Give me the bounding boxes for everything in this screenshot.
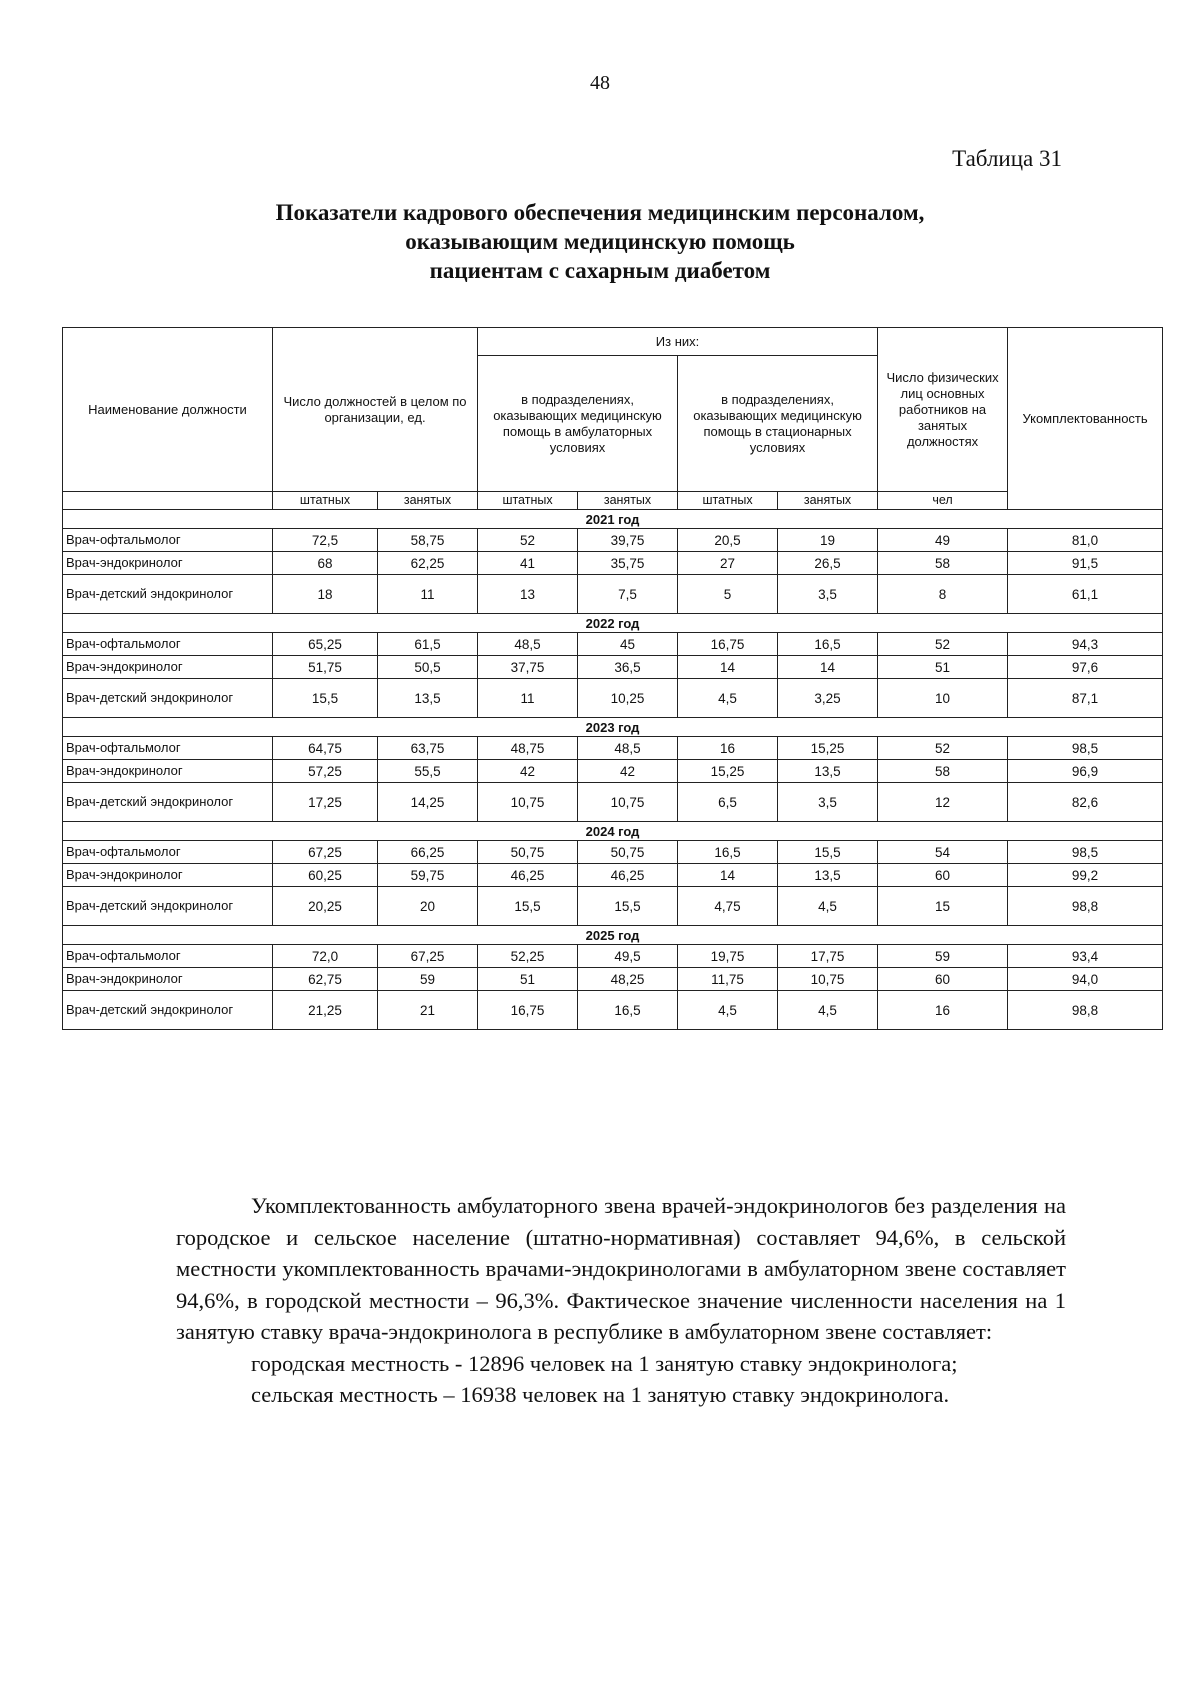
table-cell: 4,5 [778,991,878,1030]
table-cell: 6,5 [678,783,778,822]
table-cell: 50,5 [378,656,478,679]
table-cell: 27 [678,552,778,575]
table-row [63,783,1163,822]
table-cell: 13,5 [778,760,878,783]
table-row [63,552,1163,575]
table-cell: 58 [878,552,1008,575]
table-cell: 19,75 [678,945,778,968]
table-cell: 3,25 [778,679,878,718]
table-cell: 87,1 [1008,679,1163,718]
table-cell: 42 [578,760,678,783]
table-cell: 17,25 [273,783,378,822]
table-row [63,633,1163,656]
table-cell: 10 [878,679,1008,718]
page-number: 48 [590,72,610,94]
position-name: Врач-эндокринолог [63,864,273,887]
year-header: 2022 год [63,614,1163,633]
table-cell: 17,75 [778,945,878,968]
table-cell: 72,0 [273,945,378,968]
table-cell: 15,5 [578,887,678,926]
table-cell: 4,5 [778,887,878,926]
table-cell: 52,25 [478,945,578,968]
staffing-table [62,327,1163,1030]
table-cell: 98,8 [1008,887,1163,926]
table-cell: 45 [578,633,678,656]
header-inpatient: в подразделениях, оказывающих медицинскую помощь в стационарных условиях [678,356,878,492]
paragraph-urban: городская местность - 12896 человек на 1 занятую ставку эндокринолога; [251,1350,958,1376]
table-cell: 36,5 [578,656,678,679]
table-cell: 46,25 [478,864,578,887]
table-cell: 3,5 [778,575,878,614]
title-line-1: Показатели кадрового обеспечения медицинским персоналом, [275,200,925,225]
header-physical-persons: Число физических лиц основных работников на занятых должностях [878,328,1008,492]
table-cell: 59 [378,968,478,991]
table-cell: 15,5 [273,679,378,718]
table-cell: 21,25 [273,991,378,1030]
table-cell: 52 [878,633,1008,656]
table-cell: 49 [878,529,1008,552]
table-cell: 37,75 [478,656,578,679]
table-cell: 48,75 [478,737,578,760]
table-row [63,760,1163,783]
table-cell: 96,9 [1008,760,1163,783]
table-cell: 16,75 [678,633,778,656]
table-cell: 49,5 [578,945,678,968]
header-staffing: Укомплектованность [1008,328,1163,510]
position-name: Врач-эндокринолог [63,968,273,991]
table-cell: 59,75 [378,864,478,887]
table-cell: 15,25 [778,737,878,760]
header-staffed-total: штатных [273,492,378,510]
table-cell: 20,5 [678,529,778,552]
table-cell: 5 [678,575,778,614]
table-body [63,510,1163,1030]
table-cell: 3,5 [778,783,878,822]
table-cell: 58 [878,760,1008,783]
table-cell: 62,75 [273,968,378,991]
table-cell: 51 [878,656,1008,679]
table-cell: 82,6 [1008,783,1163,822]
table-cell: 51 [478,968,578,991]
document-title [0,198,1200,285]
table-cell: 12 [878,783,1008,822]
table-cell: 16 [678,737,778,760]
table-row [63,575,1163,614]
table-cell: 10,75 [578,783,678,822]
position-name: Врач-детский эндокринолог [63,783,273,822]
header-outpatient: в подразделениях, оказывающих медицинскую помощь в амбулаторных условиях [478,356,678,492]
position-name: Врач-эндокринолог [63,760,273,783]
header-staffed-inpatient: штатных [678,492,778,510]
table-cell: 20 [378,887,478,926]
table-cell: 13,5 [378,679,478,718]
table-row [63,864,1163,887]
table-cell: 10,25 [578,679,678,718]
header-position: Наименование должности [63,328,273,492]
table-cell: 42 [478,760,578,783]
table-cell: 98,5 [1008,737,1163,760]
table-label: Таблица 31 [952,146,1062,171]
header-staffed-outpatient: штатных [478,492,578,510]
table-cell: 10,75 [478,783,578,822]
table-cell: 94,3 [1008,633,1163,656]
table-cell: 57,25 [273,760,378,783]
header-total-positions: Число должностей в целом по организации, ед. [273,328,478,492]
table-cell: 15,5 [778,841,878,864]
position-name: Врач-детский эндокринолог [63,991,273,1030]
table-row [63,991,1163,1030]
table-cell: 60 [878,968,1008,991]
paragraph-staffing-summary: Укомплектованность амбулаторного звена врачей-эндокринологов без разделения на городское и сельское население (штатно-нормативная) составляет 94,6%, в сельской местности укомплектованность врачами-эндокринологами в амбулаторном звене составляет 94,6%, в городской местности – 96,3%. Фактическое значение численности населения на 1 занятую ставку врача-эндокринолога в республике в амбулаторном звене составляет: [176,1193,1066,1344]
table-cell: 48,5 [478,633,578,656]
table-cell: 11 [378,575,478,614]
table-cell: 15 [878,887,1008,926]
table-cell: 4,5 [678,991,778,1030]
table-cell: 16,5 [778,633,878,656]
position-name: Врач-офтальмолог [63,737,273,760]
table-cell: 10,75 [778,968,878,991]
table-cell: 66,25 [378,841,478,864]
table-row [63,656,1163,679]
header-occupied-outpatient: занятых [578,492,678,510]
table-cell: 8 [878,575,1008,614]
table-cell: 99,2 [1008,864,1163,887]
header-occupied-total: занятых [378,492,478,510]
table-cell: 20,25 [273,887,378,926]
position-name: Врач-офтальмолог [63,945,273,968]
title-line-2: оказывающим медицинскую помощь [405,229,795,254]
table-cell: 61,1 [1008,575,1163,614]
table-cell: 15,25 [678,760,778,783]
table-cell: 60 [878,864,1008,887]
table-cell: 13 [478,575,578,614]
position-name: Врач-детский эндокринолог [63,887,273,926]
table-cell: 50,75 [478,841,578,864]
table-cell: 48,25 [578,968,678,991]
position-name: Врач-детский эндокринолог [63,679,273,718]
table-row [63,841,1163,864]
table-cell: 7,5 [578,575,678,614]
table-cell: 62,25 [378,552,478,575]
table-cell: 81,0 [1008,529,1163,552]
title-line-3: пациентам с сахарным диабетом [429,258,771,283]
table-cell: 54 [878,841,1008,864]
table-row [63,945,1163,968]
table-cell: 19 [778,529,878,552]
table-cell: 14,25 [378,783,478,822]
table-cell: 11 [478,679,578,718]
table-cell: 97,6 [1008,656,1163,679]
table-cell: 16,5 [578,991,678,1030]
year-header: 2024 год [63,822,1163,841]
table-cell: 50,75 [578,841,678,864]
table-cell: 16,75 [478,991,578,1030]
table-cell: 21 [378,991,478,1030]
table-cell: 48,5 [578,737,678,760]
table-cell: 61,5 [378,633,478,656]
table-cell: 14 [678,656,778,679]
table-cell: 60,25 [273,864,378,887]
table-cell: 16 [878,991,1008,1030]
position-name: Врач-эндокринолог [63,656,273,679]
table-cell: 67,25 [378,945,478,968]
table-cell: 41 [478,552,578,575]
table-cell: 14 [678,864,778,887]
table-cell: 64,75 [273,737,378,760]
table-cell: 4,75 [678,887,778,926]
header-occupied-inpatient: занятых [778,492,878,510]
table-row [63,968,1163,991]
table-cell: 55,5 [378,760,478,783]
table-cell: 68 [273,552,378,575]
table-cell: 13,5 [778,864,878,887]
position-name: Врач-офтальмолог [63,529,273,552]
table-cell: 14 [778,656,878,679]
table-cell: 35,75 [578,552,678,575]
year-header: 2023 год [63,718,1163,737]
table-cell: 52 [878,737,1008,760]
table-cell: 46,25 [578,864,678,887]
table-cell: 16,5 [678,841,778,864]
table-cell: 93,4 [1008,945,1163,968]
table-row [63,737,1163,760]
header-of-them: Из них: [478,328,878,356]
body-text [176,1190,1066,1411]
position-name: Врач-эндокринолог [63,552,273,575]
table-cell: 94,0 [1008,968,1163,991]
table-row [63,529,1163,552]
table-cell: 52 [478,529,578,552]
position-name: Врач-офтальмолог [63,633,273,656]
table-cell: 39,75 [578,529,678,552]
table-cell: 72,5 [273,529,378,552]
table-cell: 98,8 [1008,991,1163,1030]
year-header: 2025 год [63,926,1163,945]
table-row [63,887,1163,926]
table-cell: 26,5 [778,552,878,575]
table-cell: 15,5 [478,887,578,926]
position-name: Врач-детский эндокринолог [63,575,273,614]
paragraph-rural: сельская местность – 16938 человек на 1 занятую ставку эндокринолога. [251,1382,950,1407]
table-cell: 4,5 [678,679,778,718]
header-unit-blank [63,492,273,510]
table-cell: 67,25 [273,841,378,864]
table-cell: 91,5 [1008,552,1163,575]
table-cell: 11,75 [678,968,778,991]
header-persons-unit: чел [878,492,1008,510]
table-cell: 59 [878,945,1008,968]
table-cell: 98,5 [1008,841,1163,864]
table-cell: 51,75 [273,656,378,679]
table-cell: 63,75 [378,737,478,760]
table-cell: 58,75 [378,529,478,552]
position-name: Врач-офтальмолог [63,841,273,864]
year-header: 2021 год [63,510,1163,529]
table-cell: 18 [273,575,378,614]
table-row [63,679,1163,718]
table-cell: 65,25 [273,633,378,656]
